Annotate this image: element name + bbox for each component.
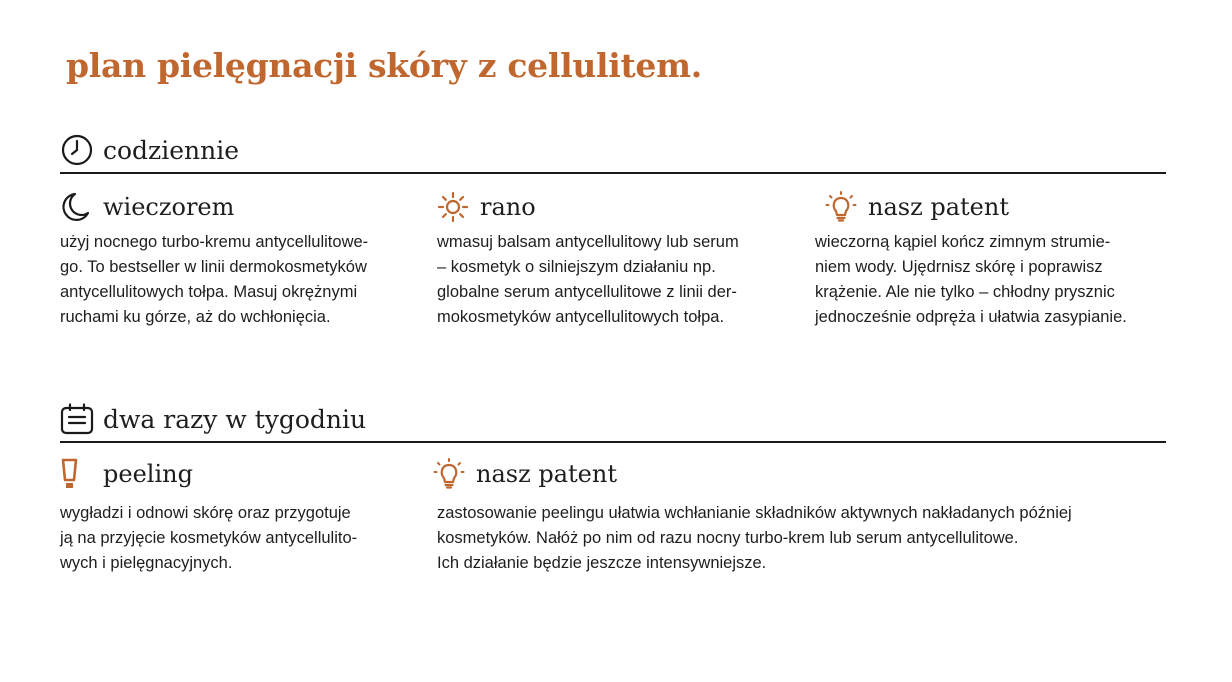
page-title: plan pielęgnacji skóry z cellulitem.: [66, 46, 702, 85]
item-evening: [60, 188, 430, 330]
section-header-twice-weekly: [60, 397, 1166, 443]
section-header-daily: [60, 128, 1166, 174]
item-description: wygładzi i odnowi skórę oraz przygotuje ją na przyjęcie kosmetyków antycellulito- wych i pielęgnacyjnych.: [60, 504, 358, 572]
item-morning: [437, 188, 807, 330]
clock-icon: [60, 133, 94, 167]
item-description: wieczorną kąpiel kończ zimnym strumie- niem wody. Ujędrnisz skórę i poprawisz krążenie. Ale nie tylko – chłodny prysznic jednocześnie odpręża i ułatwia zasypianie.: [815, 233, 1127, 326]
item-label: nasz patent: [868, 193, 1009, 221]
lightbulb-icon: [433, 457, 467, 491]
item-description: użyj nocnego turbo-kremu antycellulitowe- go. To bestseller w linii dermokosmetyków antycellulitowych tołpa. Masuj okrężnymi ruchami ku górze, aż do wchłonięcia.: [60, 233, 369, 326]
item-label: rano: [480, 193, 536, 221]
lightbulb-icon: [825, 190, 859, 224]
calendar-icon: [60, 402, 94, 436]
item-peeling: [60, 455, 430, 576]
item-label: wieczorem: [103, 193, 235, 221]
section-label: codziennie: [103, 135, 240, 165]
item-label: peeling: [103, 460, 193, 488]
section-label: dwa razy w tygodniu: [103, 404, 367, 434]
sun-icon: [437, 190, 471, 224]
item-label: nasz patent: [476, 460, 617, 488]
tube-icon: [60, 457, 94, 491]
moon-icon: [60, 190, 94, 224]
item-tip-daily: [815, 188, 1175, 330]
item-description: wmasuj balsam antycellulitowy lub serum – kosmetyk o silniejszym działaniu np. globalne serum antycellulitowe z linii der- mokosmetyków antycellulitowych tołpa.: [437, 233, 739, 326]
item-description: zastosowanie peelingu ułatwia wchłanianie składników aktywnych nakładanych później kosmetyków. Nałóż po nim od razu nocny turbo-krem lub serum antycellulitowe. Ich działanie będzie jeszcze intensywniejsze.: [437, 504, 1072, 572]
item-tip-weekly: [437, 455, 1177, 576]
